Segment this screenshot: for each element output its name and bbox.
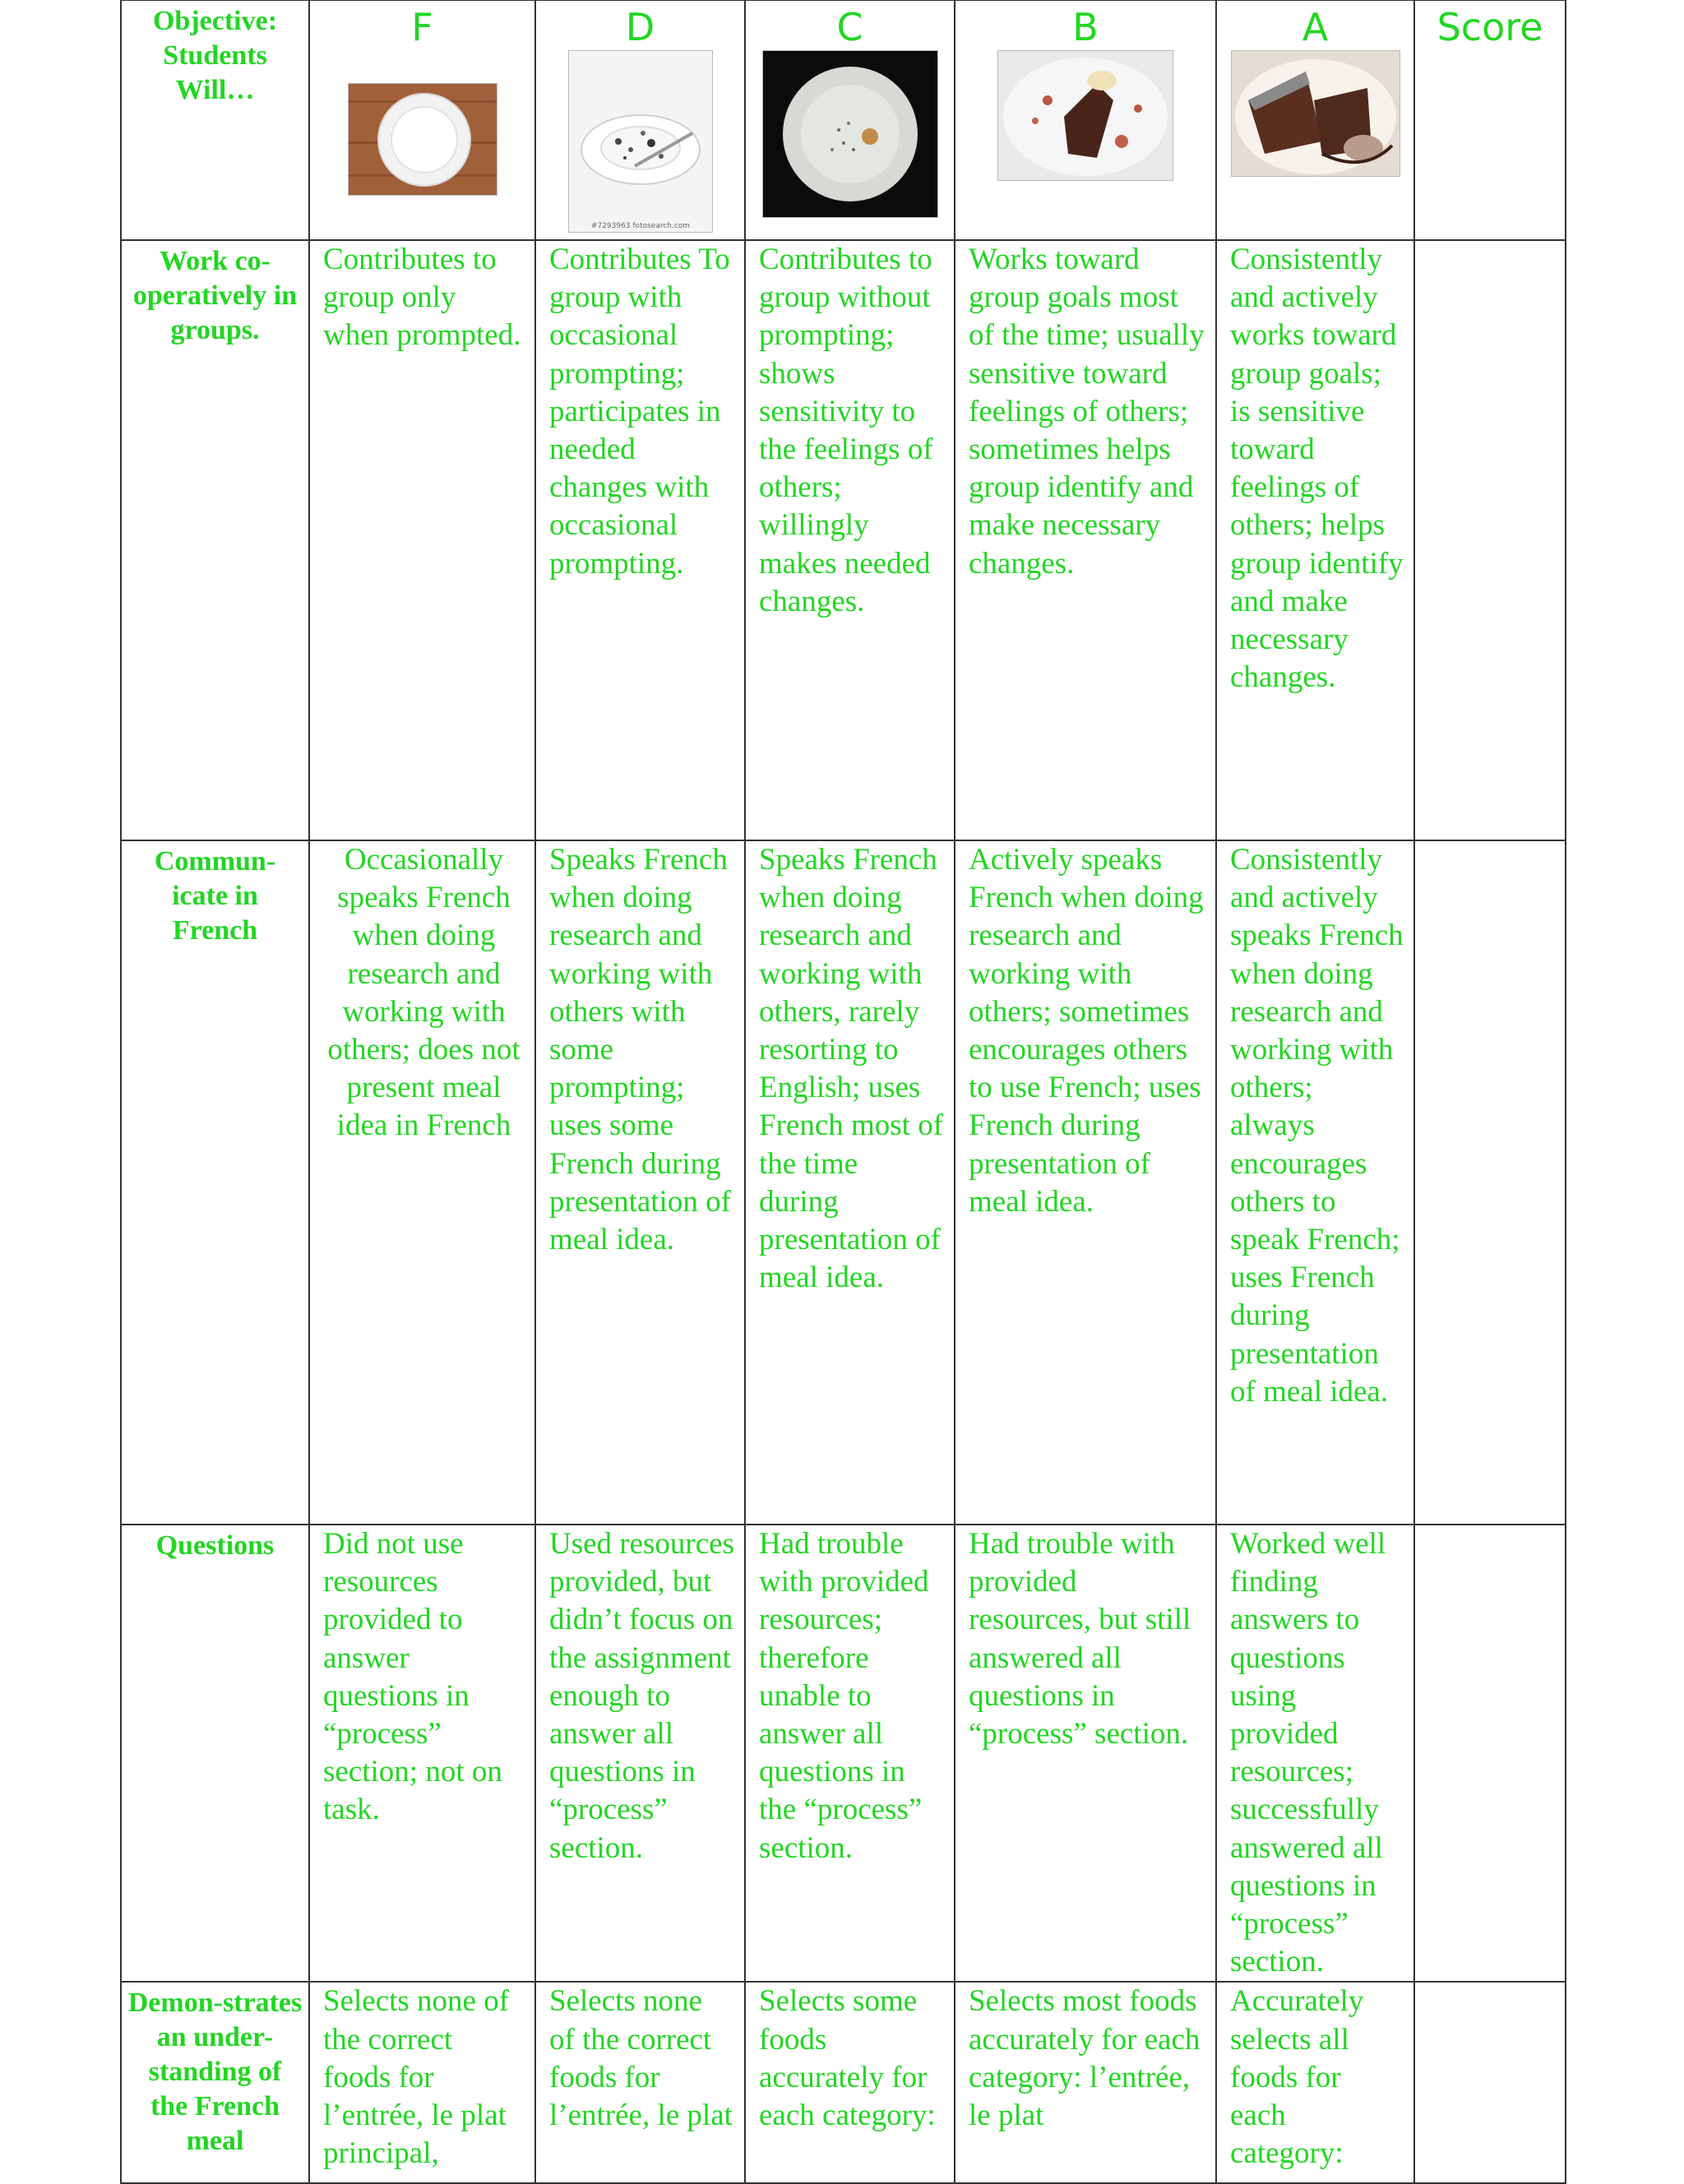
empty-plate-icon [348,83,497,196]
rubric-row [121,1982,1566,2183]
row-objective [121,1982,309,2183]
cell-text: Selects some foods accurately for each category: [759,1984,936,2133]
cell-text: Actively speaks French when doing research and working with others; sometimes encourages others to use French; uses French during presentation of meal idea. [969,843,1204,1219]
rubric-row [121,840,1566,1525]
rubric-cell-d [535,1525,745,1982]
rubric-cell-b [955,240,1216,840]
cell-text: Did not use resources provided to answer questions in “process” section; not on task. [323,1527,502,1827]
cell-text: Consistently and actively speaks French when doing research and working with others; always encourages others to speak French; uses French during presentation of meal idea. [1230,843,1404,1409]
cell-text: Speaks French when doing research and working with others, rarely resorting to English; uses French most of the time during presentation of meal idea. [759,843,944,1295]
rubric-cell-c [745,1982,955,2183]
rubric-cell-f [309,240,535,840]
grade-label-d: D [625,5,655,49]
grade-header-a [1216,0,1414,240]
score-cell[interactable] [1414,1525,1566,1982]
row-objective [121,840,309,1525]
rubric-row [121,1525,1566,1982]
grade-header-b [955,0,1216,240]
score-cell[interactable] [1414,240,1566,840]
row-objective-label: Demon-strates an under-standing of the French meal [127,1987,303,2157]
cell-text: Contributes to group only when prompted. [323,243,521,353]
rubric-cell-a [1216,1525,1414,1982]
cell-text: Selects most foods accurately for each category: l’entrée, le plat [969,1984,1201,2133]
crumbs-fork-plate-icon [568,50,713,233]
crumbs-plate-icon [762,50,938,218]
cell-text: Works toward group goals most of the time; usually sensitive toward feelings of others; sometimes helps group identify and make necessary changes. [969,243,1205,581]
objective-header [121,0,309,240]
cell-text: Had trouble with provided resources, but still answered all questions in “process” section. [969,1527,1191,1751]
rubric-cell-b [955,840,1216,1525]
row-objective [121,1525,309,1982]
score-cell[interactable] [1414,1982,1566,2183]
row-objective-label: Work co-operatively in groups. [132,246,298,345]
score-label: Score [1436,5,1543,49]
cell-text: Occasionally speaks French when doing research and working with others; does not present meal idea in French [327,843,520,1143]
grade-label-f: F [411,5,433,49]
rubric-cell-f [309,1525,535,1982]
cell-text: Selects none of the correct foods for l’entrée, le plat [549,1984,733,2133]
rubric-cell-d [535,1982,745,2183]
rubric-cell-f [309,1982,535,2183]
header-row [121,0,1566,240]
rubric-cell-c [745,840,955,1525]
rubric-cell-f [309,840,535,1525]
cell-text: Accurately selects all foods for each category: [1230,1984,1364,2171]
cell-text: Worked well finding answers to questions using provided resources; successfully answered all questions in “process” section. [1230,1527,1386,1979]
cell-text: Selects none of the correct foods for l’entrée, le plat principal, [323,1984,510,2171]
objective-header-label: Objective: Students Will… [152,6,278,105]
cell-text: Had trouble with provided resources; therefore unable to answer all questions in the “process” section. [759,1527,929,1865]
cell-text: Used resources provided, but didn’t focus on the assignment enough to answer all questions in “process” section. [549,1527,734,1865]
row-objective-label: Questions [155,1530,275,1561]
rubric-cell-b [955,1525,1216,1982]
grade-header-d [535,0,745,240]
rubric-cell-a [1216,1982,1414,2183]
cake-ice-cream-plate-icon [1231,50,1400,177]
rubric-cell-c [745,1525,955,1982]
cell-text: Contributes to group without prompting; shows sensitivity to the feelings of others; willingly makes needed changes. [759,243,933,618]
rubric-cell-d [535,840,745,1525]
cell-text: Contributes To group with occasional prompting; participates in needed changes with occasional prompting. [549,243,730,581]
grade-label-b: B [1072,5,1099,49]
row-objective [121,240,309,840]
score-header [1414,0,1566,240]
grade-header-f [309,0,535,240]
rubric-row [121,240,1566,840]
rubric-cell-d [535,240,745,840]
rubric-cell-c [745,240,955,840]
rubric-cell-a [1216,240,1414,840]
fotosearch-caption: #7293963 fotosearch.com [590,222,690,230]
score-cell[interactable] [1414,840,1566,1525]
cell-text: Speaks French when doing research and working with others with some prompting; uses some French during presentation of meal idea. [549,843,731,1257]
grade-header-c [745,0,955,240]
grade-label-c: C [836,5,863,49]
rubric-table [120,0,1566,2184]
grade-label-a: A [1302,5,1329,49]
row-objective-label: Commun-icate in French [154,846,276,946]
rubric-cell-a [1216,840,1414,1525]
cake-slice-plate-icon [997,50,1173,181]
rubric-cell-b [955,1982,1216,2183]
cell-text: Consistently and actively works toward group goals; is sensitive toward feelings of others; helps group identify and make necessary changes. [1230,243,1404,695]
